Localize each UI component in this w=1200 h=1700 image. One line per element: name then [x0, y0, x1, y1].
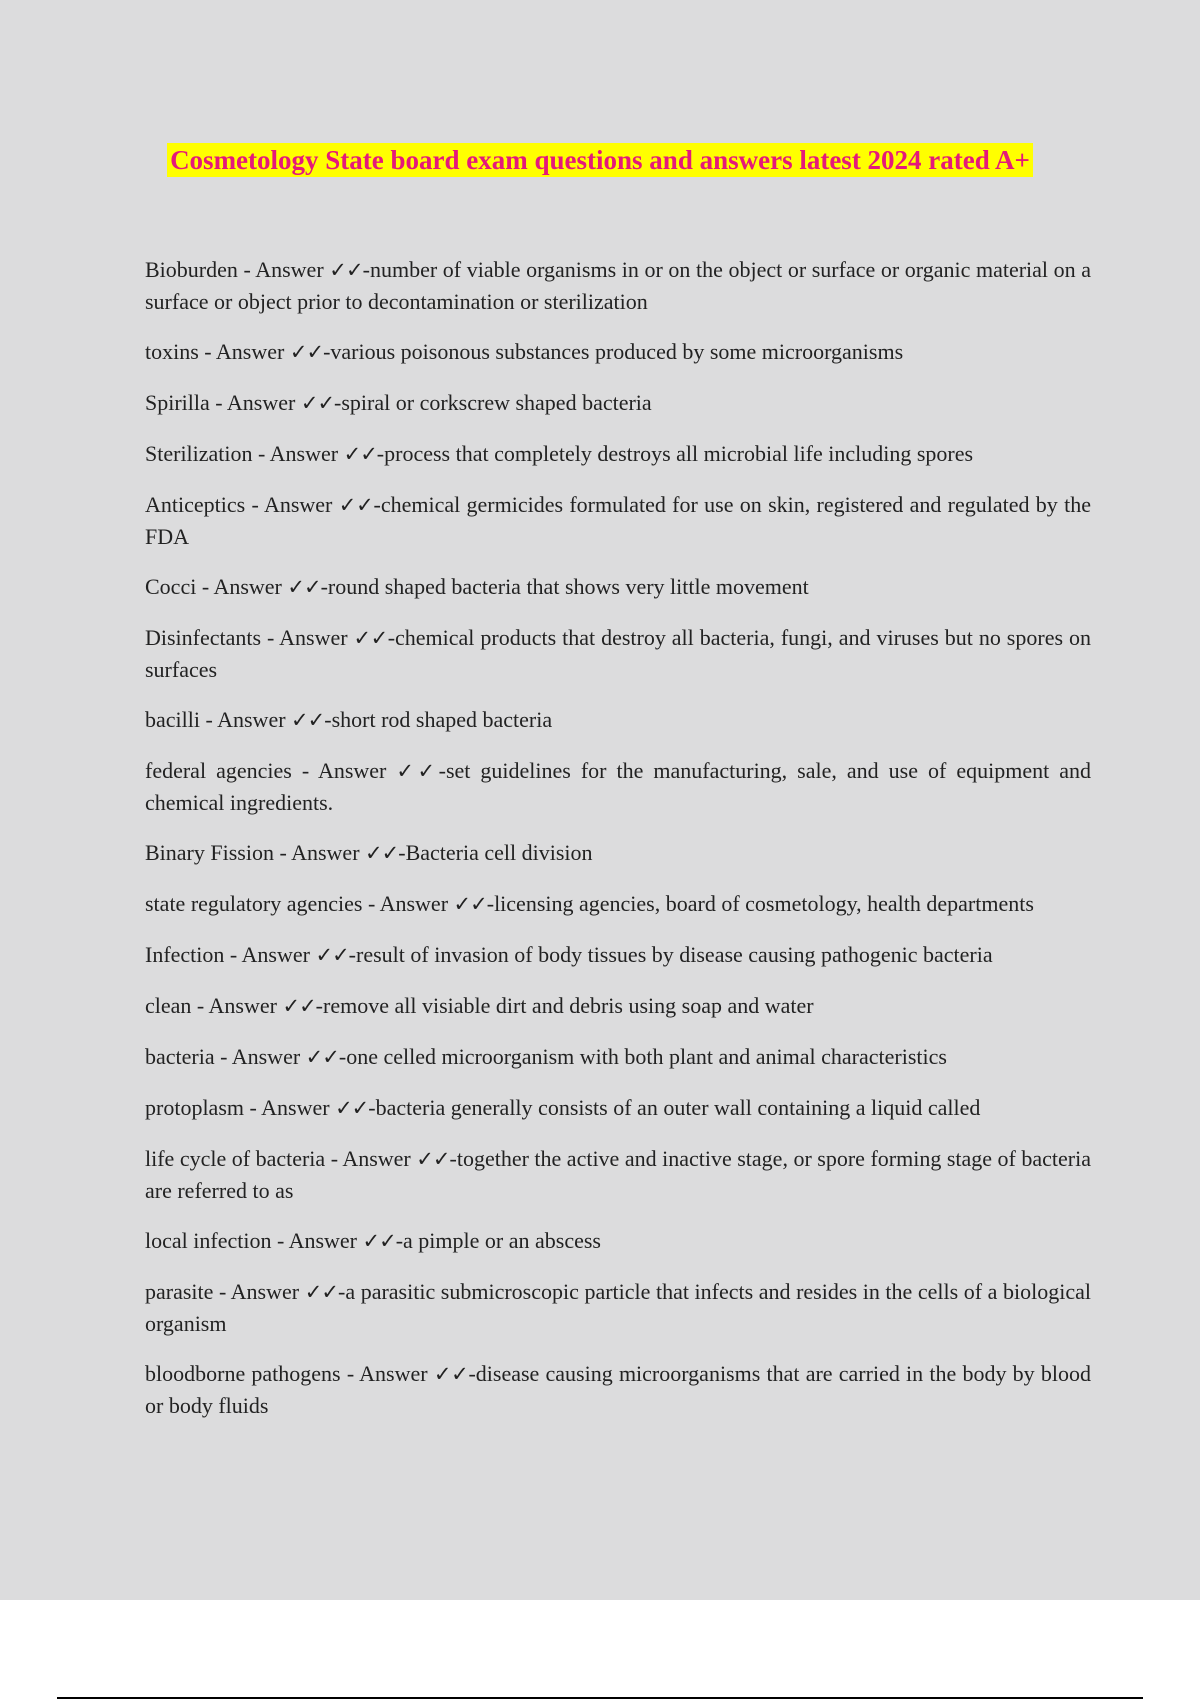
- double-check-icon: ✓✓: [300, 391, 335, 415]
- qa-item: bloodborne pathogens - Answer ✓✓-disease causing microorganisms that are carried in the body by blood or body fluids: [145, 1361, 1092, 1418]
- answer-label: Answer: [215, 339, 285, 364]
- qa-item: Disinfectants - Answer ✓✓-chemical products that destroy all bacteria, fungi, and viruses but no spores on surfaces: [145, 625, 1091, 682]
- double-check-icon: ✓✓: [396, 759, 439, 783]
- qa-term: life cycle of bacteria: [145, 1146, 326, 1171]
- qa-answer: chemical germicides formulated for use on skin, registered and regulated by the FDA: [145, 492, 1091, 549]
- qa-answer: one celled microorganism with both plant and animal characteristics: [346, 1044, 947, 1069]
- answer-label: Answer: [255, 257, 324, 282]
- double-check-icon: ✓✓: [291, 708, 325, 732]
- footer-divider: [57, 1697, 1143, 1699]
- qa-answer: together the active and inactive stage, or spore forming stage of bacteria are referred to as: [145, 1146, 1091, 1203]
- qa-term: local infection: [145, 1228, 272, 1253]
- qa-answer: bacteria generally consists of an outer wall containing a liquid called: [375, 1095, 981, 1120]
- double-check-icon: ✓✓: [329, 258, 363, 282]
- qa-answer: short rod shaped bacteria: [331, 707, 553, 732]
- document-title: Cosmetology State board exam questions and answers latest 2024 rated A+: [167, 143, 1033, 177]
- double-check-icon: ✓✓: [305, 1045, 339, 1069]
- qa-item: life cycle of bacteria - Answer ✓✓-together the active and inactive stage, or spore forming stage of bacteria are referred to as: [145, 1146, 1091, 1203]
- answer-label: Answer: [261, 1095, 330, 1120]
- qa-item: parasite - Answer ✓✓-a parasitic submicroscopic particle that infects and resides in the cells of a biological organism: [145, 1279, 1091, 1336]
- qa-term: parasite: [145, 1279, 214, 1304]
- qa-item: federal agencies - Answer ✓✓-set guidelines for the manufacturing, sale, and use of equipment and chemical ingredients.: [145, 758, 1091, 815]
- qa-answer: licensing agencies, board of cosmetology, health departments: [494, 891, 1034, 916]
- qa-answer: set guidelines for the manufacturing, sale, and use of equipment and chemical ingredients.: [145, 758, 1091, 815]
- qa-term: Anticeptics: [145, 492, 246, 517]
- qa-term: bloodborne pathogens: [145, 1361, 341, 1386]
- qa-item: Binary Fission - Answer ✓✓-Bacteria cell division: [145, 840, 593, 865]
- answer-label: Answer: [291, 840, 360, 865]
- answer-label: Answer: [213, 574, 282, 599]
- qa-term: state regulatory agencies: [145, 891, 363, 916]
- qa-term: bacilli: [145, 707, 200, 732]
- qa-answer: remove all visiable dirt and debris using soap and water: [323, 993, 814, 1018]
- qa-item: Anticeptics - Answer ✓✓-chemical germicides formulated for use on skin, registered and regulated by the FDA: [145, 492, 1091, 549]
- qa-item: protoplasm - Answer ✓✓-bacteria generally consists of an outer wall containing a liquid called: [145, 1095, 981, 1120]
- qa-item: bacteria - Answer ✓✓-one celled microorganism with both plant and animal characteristics: [145, 1044, 947, 1069]
- qa-item: bacilli - Answer ✓✓-short rod shaped bacteria: [145, 707, 553, 732]
- qa-term: federal agencies: [145, 758, 292, 783]
- qa-term: bacteria: [145, 1044, 215, 1069]
- qa-item: Cocci - Answer ✓✓-round shaped bacteria that shows very little movement: [145, 574, 809, 599]
- double-check-icon: ✓✓: [315, 943, 349, 967]
- answer-label: Answer: [359, 1361, 428, 1386]
- answer-label: Answer: [226, 390, 296, 415]
- qa-term: Cocci: [145, 574, 197, 599]
- qa-item: clean - Answer ✓✓-remove all visiable dirt and debris using soap and water: [145, 993, 814, 1018]
- qa-answer: number of viable organisms in or on the object or surface or organic material on a surface or object prior to decontamination or sterilization: [145, 257, 1091, 314]
- qa-answer: result of invasion of body tissues by disease causing pathogenic bacteria: [356, 942, 993, 967]
- double-check-icon: ✓✓: [365, 841, 399, 865]
- double-check-icon: ✓✓: [282, 994, 316, 1018]
- double-check-icon: ✓✓: [304, 1280, 339, 1304]
- qa-item: toxins - Answer ✓✓-various poisonous substances produced by some microorganisms: [145, 339, 904, 364]
- double-check-icon: ✓✓: [289, 340, 324, 364]
- qa-answer: a pimple or an abscess: [403, 1228, 601, 1253]
- qa-list: [145, 254, 1091, 1440]
- double-check-icon: ✓✓: [416, 1147, 450, 1171]
- qa-term: Sterilization: [145, 441, 253, 466]
- answer-label: Answer: [230, 1279, 300, 1304]
- double-check-icon: ✓✓: [287, 575, 321, 599]
- answer-label: Answer: [279, 625, 348, 650]
- qa-term: Bioburden: [145, 257, 238, 282]
- answer-label: Answer: [342, 1146, 411, 1171]
- qa-answer: disease causing microorganisms that are carried in the body by blood or body fluids: [145, 1361, 1092, 1418]
- answer-label: Answer: [269, 441, 339, 466]
- answer-label: Answer: [208, 993, 277, 1018]
- double-check-icon: ✓✓: [343, 442, 377, 466]
- qa-term: Binary Fission: [145, 840, 274, 865]
- qa-term: clean: [145, 993, 192, 1018]
- qa-answer: round shaped bacteria that shows very little movement: [327, 574, 809, 599]
- answer-label: Answer: [217, 707, 286, 732]
- qa-answer: various poisonous substances produced by some microorganisms: [330, 339, 904, 364]
- qa-answer: a parasitic submicroscopic particle that infects and resides in the cells of a biological organism: [145, 1279, 1091, 1336]
- title-wrapper: [0, 143, 1200, 177]
- answer-label: Answer: [379, 891, 449, 916]
- qa-term: toxins: [145, 339, 199, 364]
- qa-item: Infection - Answer ✓✓-result of invasion of body tissues by disease causing pathogenic bacteria: [145, 942, 993, 967]
- qa-answer: Bacteria cell division: [405, 840, 593, 865]
- double-check-icon: ✓✓: [362, 1229, 396, 1253]
- qa-term: Disinfectants: [145, 625, 262, 650]
- double-check-icon: ✓✓: [338, 493, 374, 517]
- qa-item: Bioburden - Answer ✓✓-number of viable organisms in or on the object or surface or organic material on a surface or object prior to decontamination or sterilization: [145, 257, 1091, 314]
- qa-answer: chemical products that destroy all bacteria, fungi, and viruses but no spores on surfaces: [145, 625, 1091, 682]
- qa-answer: process that completely destroys all microbial life including spores: [384, 441, 974, 466]
- double-check-icon: ✓✓: [453, 892, 487, 916]
- qa-term: Infection: [145, 942, 225, 967]
- double-check-icon: ✓✓: [335, 1096, 369, 1120]
- answer-label: Answer: [231, 1044, 301, 1069]
- answer-label: Answer: [263, 492, 333, 517]
- qa-item: local infection - Answer ✓✓-a pimple or an abscess: [145, 1228, 601, 1253]
- qa-answer: spiral or corkscrew shaped bacteria: [341, 390, 652, 415]
- answer-label: Answer: [317, 758, 387, 783]
- answer-label: Answer: [241, 942, 310, 967]
- qa-item: state regulatory agencies - Answer ✓✓-licensing agencies, board of cosmetology, health departments: [145, 891, 1034, 916]
- qa-term: protoplasm: [145, 1095, 244, 1120]
- qa-item: Sterilization - Answer ✓✓-process that completely destroys all microbial life including spores: [145, 441, 974, 466]
- answer-label: Answer: [288, 1228, 358, 1253]
- qa-item: Spirilla - Answer ✓✓-spiral or corkscrew shaped bacteria: [145, 390, 652, 415]
- double-check-icon: ✓✓: [433, 1362, 469, 1386]
- double-check-icon: ✓✓: [353, 626, 388, 650]
- qa-term: Spirilla: [145, 390, 210, 415]
